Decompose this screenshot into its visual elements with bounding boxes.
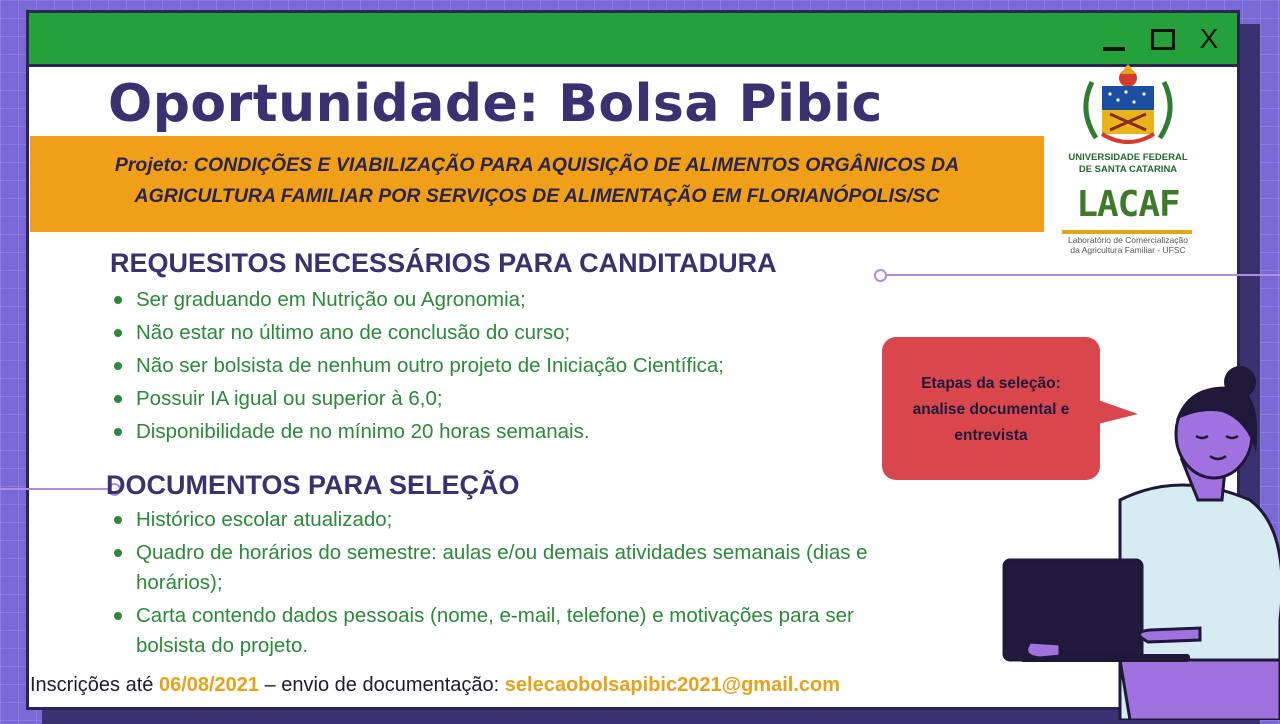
documents-connector-line: [0, 488, 110, 490]
university-name: [1058, 152, 1198, 176]
bubble-line-1: Etapas da seleção:: [921, 375, 1061, 392]
bubble-line-2: analise documental e: [912, 401, 1070, 418]
documents-list: [110, 505, 870, 664]
requirements-heading: REQUESITOS NECESSÁRIOS PARA CANDITADURA: [110, 248, 777, 278]
list-item: Ser graduando em Nutrição ou Agronomia;: [110, 285, 870, 315]
footer-middle: – envio de documentação:: [259, 674, 505, 696]
list-item: Não estar no último ano de conclusão do curso;: [110, 318, 870, 348]
lab-subtitle-line-2: da Agricultura Familiar - UFSC: [1070, 245, 1186, 255]
list-item: Não ser bolsista de nenhum outro projeto de Iniciação Científica;: [110, 351, 870, 381]
lab-subtitle-line-1: Laboratório de Comercialização: [1067, 235, 1188, 245]
close-button[interactable]: X: [1199, 23, 1219, 54]
lab-logo: LACAF: [1076, 184, 1180, 225]
list-item: Quadro de horários do semestre: aulas e/ou demais atividades semanais (dias e horários);: [110, 538, 870, 598]
footer-text: [30, 674, 840, 697]
university-name-line-1: UNIVERSIDADE FEDERAL: [1068, 152, 1188, 163]
project-banner: [30, 136, 1044, 232]
contact-email[interactable]: selecaobolsapibic2021@gmail.com: [504, 674, 841, 696]
project-line-2: AGRICULTURA FAMILIAR POR SERVIÇOS DE ALIMENTAÇÃO EM FLORIANÓPOLIS/SC: [134, 185, 940, 207]
lab-subtitle: [1058, 235, 1198, 255]
list-item: Disponibilidade de no mínimo 20 horas semanais.: [110, 417, 870, 447]
documents-heading: DOCUMENTOS PARA SELEÇÃO: [106, 470, 520, 500]
maximize-icon[interactable]: [1145, 21, 1181, 57]
ufsc-coat-of-arms-icon: [1058, 60, 1198, 152]
lab-logo-bar: [1062, 230, 1192, 234]
list-item: Histórico escolar atualizado;: [110, 505, 870, 535]
page-title: Oportunidade: Bolsa Pibic: [108, 74, 883, 134]
bubble-line-3: entrevista: [954, 427, 1028, 444]
list-item: Possuir IA igual ou superior à 6,0;: [110, 384, 870, 414]
list-item: Carta contendo dados pessoais (nome, e-mail, telefone) e motivações para ser bolsista do projeto.: [110, 601, 870, 661]
deadline-date: 06/08/2021: [158, 674, 260, 696]
minimize-icon[interactable]: [1097, 21, 1133, 57]
footer-prefix: Inscrições até: [30, 674, 159, 696]
requirements-connector-dot: [874, 269, 887, 282]
university-name-line-2: DE SANTA CATARINA: [1078, 164, 1178, 175]
logos-area: [1058, 60, 1200, 260]
requirements-list: [110, 285, 870, 450]
window-titlebar: [29, 13, 1237, 67]
project-line-1: Projeto: CONDIÇÕES E VIABILIZAÇÃO PARA AQUISIÇÃO DE ALIMENTOS ORGÂNICOS DA: [114, 154, 960, 176]
person-with-laptop-illustration: [1000, 360, 1280, 720]
requirements-connector-line: [887, 274, 1280, 276]
